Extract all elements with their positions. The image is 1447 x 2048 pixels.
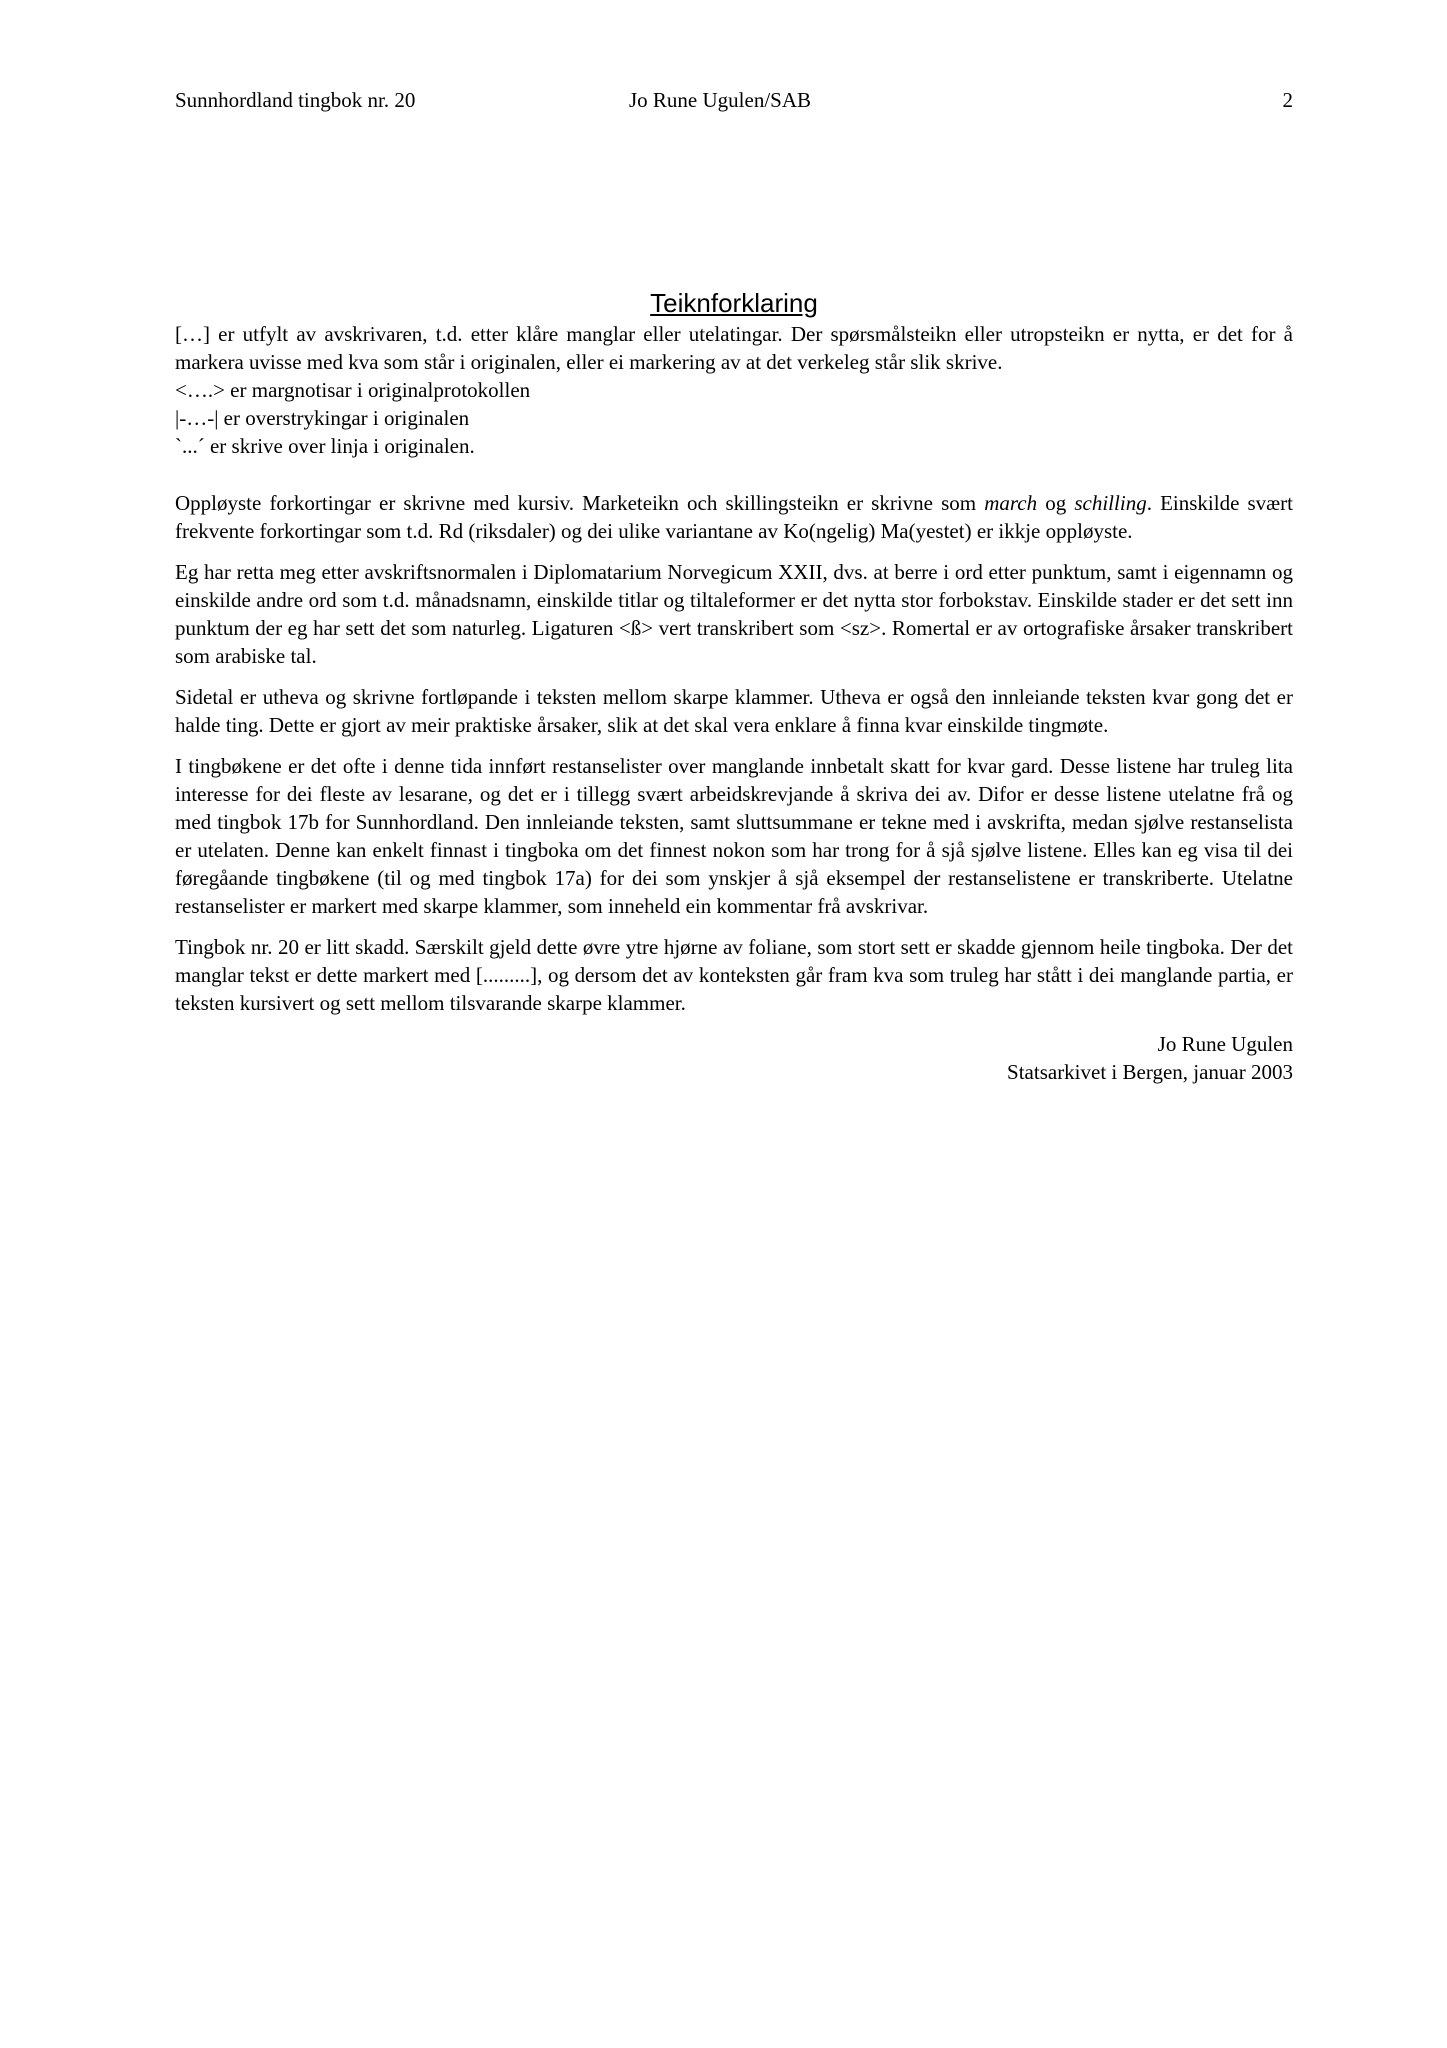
paragraph-arrears-lists: I tingbøkene er det ofte i denne tida innført restanselister over manglande innbetalt skatt for kvar gard. Desse listene har truleg lita interesse for dei fleste av lesarane, og det er i tillegg svært arbeidskrevjande å skriva dei av. Difor er desse listene utelatne frå og med tingbok 17b for Sunnhordland. Den innleiande teksten, samt sluttsummane er tekne med i avskrifta, medan sjølve restanselista er utelaten. Denne kan enkelt finnast i tingboka om det finnest nokon som har trong for å sjå sjølve listene. Elles kan eg visa til dei føregåande tingbøkene (til og med tingbok 17a) for dei som ynskjer å sjå eksempel der restanselistene er transkriberte. Utelatne restanselister er markert med skarpe klammer, som inneheld ein kommentar frå avskrivar. bbox=[175, 754, 1293, 918]
legend-line-strikethrough: |-…-| er overstrykingar i originalen bbox=[175, 406, 470, 430]
section-heading: Teiknforklaring bbox=[650, 288, 818, 318]
page-header bbox=[175, 86, 1293, 116]
spacer bbox=[175, 670, 1293, 683]
italic-march: march bbox=[984, 491, 1038, 515]
spacer bbox=[175, 739, 1293, 752]
italic-schilling: schilling bbox=[1074, 491, 1147, 515]
spacer bbox=[175, 460, 1293, 489]
header-document-title: Sunnhordland tingbok nr. 20 bbox=[175, 88, 416, 112]
paragraph-abbreviations: Oppløyste forkortingar er skrivne med kursiv. Marketeikn och skillingsteikn er skrivne som march og schilling. Einskilde svært frekvente forkortingar som t.d. Rd (riksdaler) og dei ulike variantane av Ko(ngelig) Ma(yestet) er ikkje oppløyste. bbox=[175, 491, 1294, 543]
legend-line-above-line: `...´ er skrive over linja i originalen. bbox=[175, 434, 475, 458]
legend-line-margin-notes: <….> er margnotisar i originalprotokollen bbox=[175, 378, 531, 402]
paragraph-transcription-norm: Eg har retta meg etter avskriftsnormalen i Diplomatarium Norvegicum XXII, dvs. at berre i ord etter punktum, samt i eigennamn og einskilde andre ord som t.d. månadsnamn, einskilde titlar og tiltaleformer er det nytta stor forbokstav. Einskilde stader er det sett inn punktum der eg har sett det som naturleg. Ligaturen <ß> vert transkribert som <sz>. Romertal er av ortografiske årsaker transkribert som arabiske tal. bbox=[175, 560, 1293, 668]
spacer bbox=[175, 1017, 1293, 1030]
page-number: 2 bbox=[1282, 88, 1293, 112]
signature-place-date: Statsarkivet i Bergen, januar 2003 bbox=[1007, 1060, 1293, 1084]
signature-block bbox=[175, 1030, 1293, 1086]
spacer bbox=[175, 545, 1293, 558]
legend-line-brackets: […] er utfylt av avskrivaren, t.d. etter klåre manglar eller utelatingar. Der spørsmålsteikn eller utropsteikn er nytta, er det for å markera uvisse med kva som står i originalen, eller ei markering av at det verkeleg står slik skrive. bbox=[175, 322, 1293, 374]
paragraph-page-numbers: Sidetal er utheva og skrivne fortløpande i teksten mellom skarpe klammer. Utheva er også den innleiande teksten kvar gong det er halde ting. Dette er gjort av meir praktiske årsaker, slik at det skal vera enklare å finna kvar einskilde tingmøte. bbox=[175, 685, 1293, 737]
symbol-legend bbox=[175, 320, 1293, 460]
header-author: Jo Rune Ugulen/SAB bbox=[629, 88, 812, 112]
paragraph-damage: Tingbok nr. 20 er litt skadd. Særskilt gjeld dette øvre ytre hjørne av foliane, som stort sett er skadde gjennom heile tingboka. Der det manglar tekst er dette markert med [.........], og dersom det av konteksten går fram kva som truleg har stått i dei manglande partia, er teksten kursivert og sett mellom tilsvarande skarpe klammer. bbox=[175, 935, 1293, 1015]
signature-name: Jo Rune Ugulen bbox=[1157, 1032, 1293, 1056]
main-content bbox=[175, 288, 1293, 1086]
spacer bbox=[175, 920, 1293, 933]
